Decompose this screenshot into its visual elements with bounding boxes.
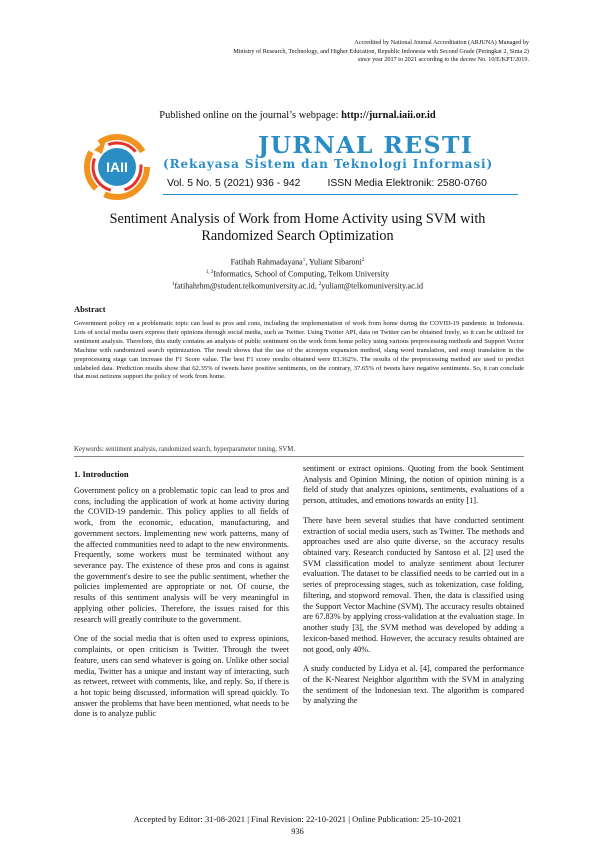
published-online-line bbox=[0, 110, 595, 121]
body-paragraph: There have been several studies that have conducted sentiment extraction of social media users, such as Twitter. The methods and approaches used are also quite diverse, so the accuracy results obtained vary. Research conducted by Santoso et al. [2] used the SVM classification model to analyze sentiment about lecturer evaluation. The dataset to be classified needs to be carried out in a series of preprocessing stages, such as tokenization, case folding, filtering, and stopword removal. Then, the data is classified using the Support Vector Machine (SVM). The accuracy results obtained are 67.83% by applying cross-validation at the evaluation stage. In another study [3], the SVM method was developed by adding a lexicon-based method. However, the accuracy results obtained are not good, only 40%. bbox=[303, 515, 524, 654]
paper-title-line: Randomized Search Optimization bbox=[201, 228, 394, 244]
author-emails: $^1$fatihahrhm@student.telkomuniversity.ac.id, $^2$yuliant@telkomuniversity.ac.id bbox=[171, 281, 424, 291]
email-sup: 1 bbox=[171, 281, 175, 287]
journal-subtitle: (Rekayasa Sistem dan Teknologi Informasi) bbox=[163, 157, 494, 171]
iaii-logo bbox=[82, 130, 152, 202]
email-sup: 2 bbox=[318, 281, 322, 287]
affiliation bbox=[0, 268, 595, 280]
body-paragraph: Government policy on a problematic topic can lead to pros and cons, including the application of work at home activity during the COVID-19 pandemic. This policy applies to all fields of work, from the economic, education, manufacturing, and government sectors. Implementing new work patterns, many of the affected communities need to adapt to the new environments. Frequently, some workers must be terminated without any severance pay. The existence of these pros and cons is against the government's desire to see the public sentiment, whether the policies implemented are appropriate or not. Of course, the results of this sentiment analysis will be very meaningful in applying other policies. Therefore, the issues raised for this research will greatly contribute to the government. bbox=[74, 486, 289, 624]
author-email[interactable]: yuliant@telkomuniversity.ac.id bbox=[321, 281, 424, 291]
author-sup: 1 bbox=[302, 258, 306, 263]
accreditation-line: Accredited by National Journal Accreditation (ARJUNA) Managed by bbox=[354, 39, 529, 46]
header-divider bbox=[163, 194, 518, 195]
keywords: Keywords: sentiment analysis, randomized search, hyperparameter tuning, SVM. bbox=[74, 446, 296, 453]
author-name: Yuliant Sibaroni bbox=[309, 257, 362, 267]
paper-title-line: Sentiment Analysis of Work from Home Activity using SVM with bbox=[109, 211, 486, 227]
paper-title bbox=[70, 211, 525, 245]
body-paragraph: sentiment or extract opinions. Quoting from the book Sentiment Analysis and Opinion Mining, the notion of opinion mining is a field of study that analyzes opinions, sentiments, evaluations of a person, attitudes, and emotions towards an entity [1]. bbox=[303, 464, 524, 506]
affiliation-sup: 1, 2 bbox=[205, 269, 214, 275]
issn-info: ISSN Media Elektronik: 2580-0760 bbox=[327, 178, 487, 189]
publication-dates: Accepted by Editor: 31-08-2021 | Final Revision: 22-10-2021 | Online Publication: 25-10-2021 bbox=[133, 814, 462, 824]
body-paragraph: One of the social media that is often used to express opinions, complaints, or open criticism is Twitter. Through the tweet feature, users can send whatever is going on. Unlike other social media, Twitter has a unique and instant way of interacting, such as retweet, retweet with comments, like, and reply. So, if there is a hot topic being discussed, information will spread quickly. To answer the problems that have been mentioned, what needs to be done is to analyze public bbox=[74, 634, 289, 719]
author-block bbox=[0, 256, 595, 292]
abstract-divider bbox=[74, 456, 524, 457]
author-sup: 2 bbox=[361, 258, 365, 263]
author-names: Fatihah Rahmadayana$^1$, Yuliant Sibaroni$^2$ bbox=[230, 257, 365, 267]
affiliation-text: Informatics, School of Computing, Telkom University bbox=[213, 269, 390, 279]
author-email[interactable]: fatihahrhm@student.telkomuniversity.ac.id bbox=[174, 281, 315, 291]
left-column bbox=[74, 486, 289, 729]
section-heading-introduction: 1. Introduction bbox=[74, 469, 129, 479]
accreditation-line: Ministry of Research, Technology, and Higher Education, Republic Indonesia with Second Grade (Peringkat 2, Sinta 2) bbox=[233, 47, 529, 55]
body-paragraph: A study conducted by Lidya et al. [4], compared the performance of the K-Nearest Neighbor algorithm with the SVM in analyzing the sentiment of the Indonesian text. The algorithm is compared by analyzing the bbox=[303, 664, 524, 706]
accreditation-line: since year 2017 to 2021 according to the decree No. 10/E/KPT/2019. bbox=[357, 56, 529, 64]
logo-text: IAII bbox=[106, 159, 128, 175]
accreditation-note bbox=[89, 39, 529, 65]
journal-url[interactable]: http://jurnal.iaii.or.id bbox=[341, 110, 436, 121]
journal-title: JURNAL RESTI bbox=[258, 131, 474, 159]
page-number: 936 bbox=[291, 827, 304, 836]
abstract-text: Government policy on a problematic topic can lead to pros and cons, including the implementation of work from home during the COVID-19 pandemic in Indonesia. Lots of social media users express their opinions through social media, such as Twitter. Using Twitter API, data on Twitter can be obtained freely, so it can be utilized for sentiment analysis. Therefore, this study contains an analysis of public sentiment on the work from home policy using various preprocessing methods and Support Vector Machine with randomized search optimization. The result shows that the use of the acronym expansion method, slang word translation, and emoji translation in the preprocessing stage can increase the F1 Score value. The best F1 score results obtained were 83.362%. The results of the preprocessing method are used to predict unlabeled data. Prediction results show that 62.35% of tweets have positive sentiments, on the contrary, 37.65% of tweets have negative sentiments. So, it can conclude that most netizens support the policy of work from home. bbox=[74, 320, 524, 381]
abstract-heading: Abstract bbox=[74, 304, 106, 314]
volume-info: Vol. 5 No. 5 (2021) 936 - 942 bbox=[167, 178, 301, 189]
author-name: Fatihah Rahmadayana bbox=[230, 257, 303, 267]
published-prefix: Published online on the journal’s webpage: bbox=[159, 110, 342, 121]
right-column bbox=[303, 464, 524, 716]
volume-issn-line bbox=[167, 178, 487, 189]
